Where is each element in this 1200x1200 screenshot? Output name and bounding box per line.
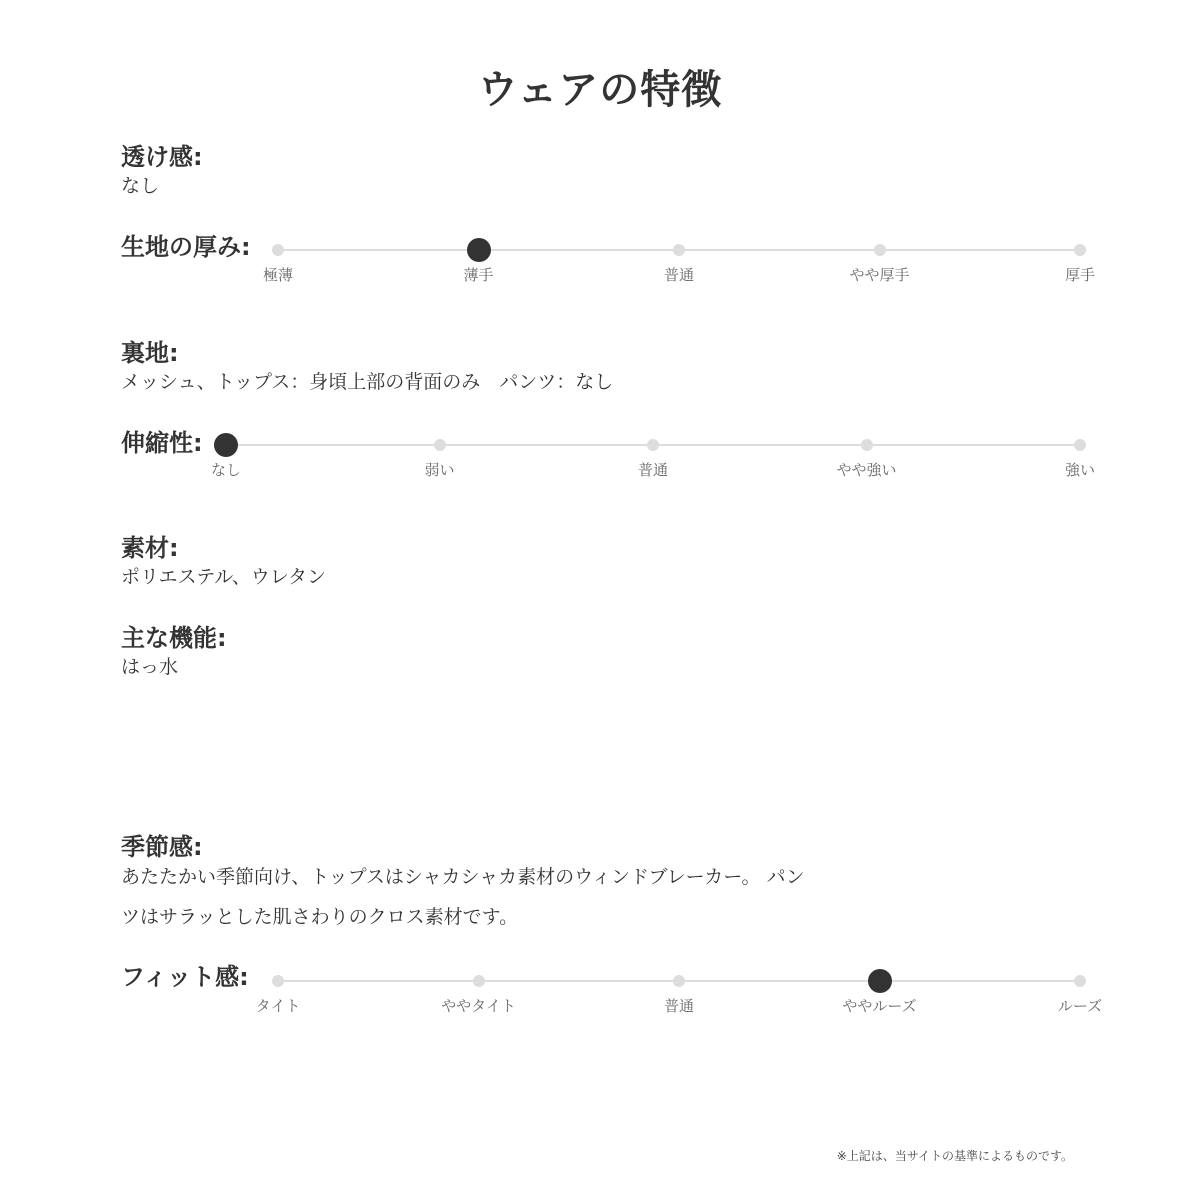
season-label: 季節感:	[121, 833, 203, 861]
fit-scale	[255, 971, 1103, 1031]
page-title: ウェアの特徴	[477, 67, 723, 113]
transparency-label: 透け感:	[121, 143, 203, 171]
thickness-scale-dot	[272, 244, 284, 256]
lining-value: メッシュ、トップス：身頃上部の背面のみ パンツ：なし	[121, 371, 614, 393]
material-label: 素材:	[121, 534, 179, 562]
stretch-label: 伸縮性:	[121, 429, 203, 457]
lining-label: 裏地:	[121, 339, 179, 367]
season-value-line-1: あたたかい季節向け、トップスはシャカシャカ素材のウィンドブレーカー。 パン	[121, 866, 805, 888]
fit-label: フィット感:	[121, 963, 249, 991]
stretch-option-label: 弱い	[424, 461, 455, 479]
fit-option-label: 普通	[663, 997, 695, 1015]
fit-option-label: ややルーズ	[842, 997, 917, 1015]
thickness-scale-dot	[874, 244, 886, 256]
stretch-option-label: 強い	[1064, 461, 1096, 479]
stretch-scale-dot	[1074, 439, 1086, 451]
thickness-option-label: 普通	[663, 266, 695, 284]
stretch-scale	[210, 435, 1096, 495]
function-value: はっ水	[121, 656, 179, 678]
thickness-scale-dot	[673, 244, 685, 256]
stretch-scale-dot	[434, 439, 446, 451]
thickness-option-label: 極薄	[262, 266, 294, 284]
fit-option-label: ややタイト	[441, 997, 516, 1015]
transparency-value: なし	[121, 175, 160, 197]
thickness-option-label: 厚手	[1064, 266, 1096, 284]
thickness-scale	[262, 240, 1096, 300]
thickness-label: 生地の厚み:	[121, 233, 251, 261]
thickness-scale-dot	[1074, 244, 1086, 256]
material-value: ポリエステル、ウレタン	[121, 566, 327, 588]
stretch-selected-marker	[214, 433, 238, 457]
stretch-scale-dot	[861, 439, 873, 451]
thickness-selected-marker	[467, 238, 491, 262]
fit-scale-dot	[673, 975, 685, 987]
footnote: ※上記は、当サイトの基準によるものです。	[836, 1149, 1073, 1163]
function-label: 主な機能:	[121, 624, 227, 652]
fit-selected-marker	[868, 969, 892, 993]
thickness-option-label: やや厚手	[849, 266, 910, 284]
thickness-option-label: 薄手	[463, 266, 494, 284]
fit-option-label: ルーズ	[1057, 997, 1103, 1015]
stretch-option-label: なし	[210, 461, 242, 479]
fit-scale-dot	[272, 975, 284, 987]
stretch-scale-dot	[647, 439, 659, 451]
fit-scale-dot	[1074, 975, 1086, 987]
fit-scale-dot	[473, 975, 485, 987]
fit-option-label: タイト	[255, 997, 301, 1015]
stretch-option-label: やや強い	[836, 461, 897, 479]
season-value-line-2: ツはサラッとした肌さわりのクロス素材です。	[121, 906, 519, 928]
stretch-option-label: 普通	[637, 461, 669, 479]
